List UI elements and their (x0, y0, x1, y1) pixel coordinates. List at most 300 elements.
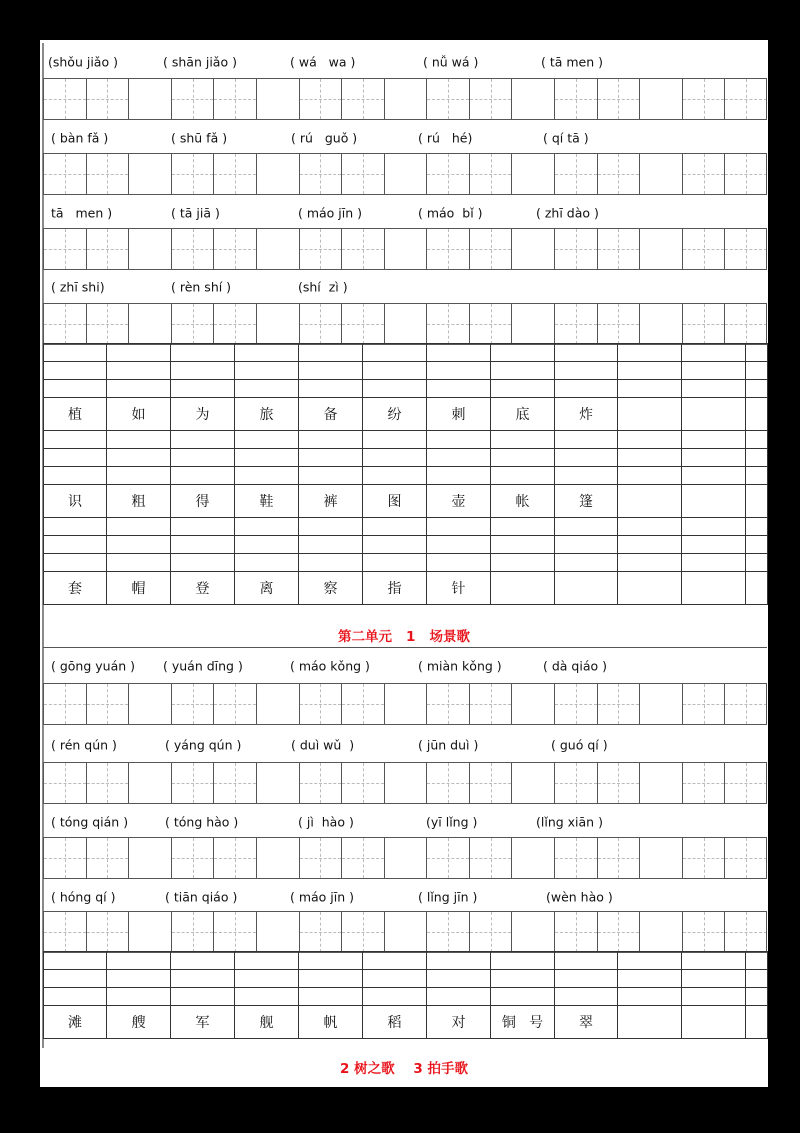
blank-box[interactable] (384, 304, 427, 344)
tianzige-box[interactable] (299, 912, 342, 952)
writing-cell[interactable] (491, 362, 555, 380)
writing-cell[interactable] (682, 362, 746, 380)
tianzige-box[interactable] (554, 154, 597, 194)
blank-box[interactable] (256, 229, 299, 269)
writing-cell[interactable] (171, 344, 235, 362)
writing-cell[interactable] (235, 970, 299, 988)
writing-cell[interactable] (44, 518, 107, 536)
writing-cell[interactable] (746, 536, 768, 554)
writing-cell[interactable] (427, 362, 491, 380)
writing-cell[interactable] (555, 970, 618, 988)
tianzige-box[interactable] (469, 763, 512, 803)
tianzige-box[interactable] (597, 912, 640, 952)
tianzige-box[interactable] (341, 79, 384, 119)
writing-cell[interactable] (746, 970, 768, 988)
blank-box[interactable] (256, 304, 299, 344)
blank-box[interactable] (384, 79, 427, 119)
writing-cell[interactable] (107, 518, 171, 536)
writing-cell[interactable] (299, 970, 363, 988)
blank-box[interactable] (128, 79, 171, 119)
tianzige-box[interactable] (554, 763, 597, 803)
tianzige-box[interactable] (43, 763, 86, 803)
blank-box[interactable] (384, 912, 427, 952)
writing-cell[interactable] (491, 467, 555, 485)
writing-cell[interactable] (171, 380, 235, 398)
writing-cell[interactable] (44, 449, 107, 467)
tianzige-box[interactable] (341, 912, 384, 952)
pinyin-label: ( bàn fǎ ) (51, 130, 109, 146)
tianzige-box[interactable] (682, 79, 725, 119)
writing-cell[interactable] (363, 362, 427, 380)
tianzige-box[interactable] (724, 763, 767, 803)
tianzige-box[interactable] (554, 684, 597, 724)
tianzige-writing-row[interactable] (43, 153, 767, 195)
tianzige-box[interactable] (299, 763, 342, 803)
writing-cell[interactable] (746, 952, 768, 970)
tianzige-box[interactable] (43, 79, 86, 119)
tianzige-box[interactable] (554, 838, 597, 878)
writing-cell[interactable] (618, 344, 682, 362)
writing-cell[interactable] (107, 536, 171, 554)
writing-cell[interactable] (44, 952, 107, 970)
writing-cell[interactable] (555, 380, 618, 398)
tianzige-box[interactable] (213, 838, 256, 878)
writing-cell[interactable] (427, 970, 491, 988)
writing-cell[interactable] (746, 988, 768, 1006)
blank-box[interactable] (256, 912, 299, 952)
writing-cell[interactable] (555, 952, 618, 970)
writing-cell[interactable] (682, 380, 746, 398)
writing-cell[interactable] (555, 554, 618, 572)
writing-cell[interactable] (618, 467, 682, 485)
writing-cell[interactable] (555, 467, 618, 485)
blank-box[interactable] (511, 154, 554, 194)
writing-cell[interactable] (682, 970, 746, 988)
writing-cell[interactable] (299, 449, 363, 467)
blank-box[interactable] (639, 838, 682, 878)
tianzige-box[interactable] (171, 838, 214, 878)
tianzige-box[interactable] (597, 304, 640, 344)
writing-cell[interactable] (746, 554, 768, 572)
writing-cell[interactable] (618, 536, 682, 554)
writing-cell[interactable] (171, 554, 235, 572)
tianzige-box[interactable] (426, 304, 469, 344)
tianzige-box[interactable] (426, 684, 469, 724)
tianzige-box[interactable] (299, 229, 342, 269)
blank-box[interactable] (511, 229, 554, 269)
tianzige-box[interactable] (86, 154, 129, 194)
tianzige-writing-row[interactable] (43, 762, 767, 804)
tianzige-box[interactable] (554, 229, 597, 269)
writing-cell[interactable] (107, 952, 171, 970)
writing-cell[interactable] (235, 431, 299, 449)
writing-cell[interactable] (299, 554, 363, 572)
tianzige-box[interactable] (469, 304, 512, 344)
writing-cell[interactable] (107, 380, 171, 398)
pinyin-label: ( máo jīn ) (290, 889, 355, 905)
blank-box[interactable] (256, 838, 299, 878)
writing-cell[interactable] (363, 988, 427, 1006)
writing-cell[interactable] (44, 380, 107, 398)
writing-cell[interactable] (299, 518, 363, 536)
writing-cell[interactable] (107, 344, 171, 362)
tianzige-box[interactable] (682, 838, 725, 878)
tianzige-box[interactable] (597, 154, 640, 194)
blank-box[interactable] (256, 79, 299, 119)
writing-cell[interactable] (363, 380, 427, 398)
blank-box[interactable] (511, 304, 554, 344)
writing-cell[interactable] (235, 952, 299, 970)
writing-cell[interactable] (171, 970, 235, 988)
writing-cell[interactable] (171, 536, 235, 554)
tianzige-box[interactable] (171, 229, 214, 269)
tianzige-box[interactable] (724, 304, 767, 344)
writing-cell[interactable] (171, 449, 235, 467)
blank-box[interactable] (639, 763, 682, 803)
blank-box[interactable] (639, 684, 682, 724)
tianzige-box[interactable] (469, 79, 512, 119)
writing-cell[interactable] (746, 362, 768, 380)
writing-cell[interactable] (491, 554, 555, 572)
tianzige-box[interactable] (597, 763, 640, 803)
tianzige-box[interactable] (86, 763, 129, 803)
tianzige-box[interactable] (426, 229, 469, 269)
tianzige-box[interactable] (299, 79, 342, 119)
writing-cell[interactable] (363, 554, 427, 572)
blank-box[interactable] (128, 154, 171, 194)
blank-box[interactable] (128, 684, 171, 724)
writing-cell[interactable] (44, 988, 107, 1006)
writing-cell[interactable] (555, 431, 618, 449)
tianzige-writing-row[interactable] (43, 78, 767, 120)
tianzige-box[interactable] (341, 763, 384, 803)
character-cell (746, 485, 768, 518)
blank-box[interactable] (384, 763, 427, 803)
tianzige-box[interactable] (682, 304, 725, 344)
tianzige-box[interactable] (554, 912, 597, 952)
tianzige-writing-row[interactable] (43, 683, 767, 725)
writing-cell[interactable] (44, 362, 107, 380)
tianzige-box[interactable] (86, 229, 129, 269)
writing-cell[interactable] (299, 467, 363, 485)
tianzige-box[interactable] (171, 763, 214, 803)
writing-cell[interactable] (427, 518, 491, 536)
blank-box[interactable] (384, 154, 427, 194)
tianzige-box[interactable] (426, 912, 469, 952)
writing-cell[interactable] (491, 970, 555, 988)
writing-cell[interactable] (235, 467, 299, 485)
writing-cell[interactable] (44, 344, 107, 362)
writing-cell[interactable] (491, 431, 555, 449)
writing-cell[interactable] (618, 952, 682, 970)
writing-cell[interactable] (746, 344, 768, 362)
writing-cell[interactable] (107, 467, 171, 485)
writing-cell[interactable] (427, 988, 491, 1006)
writing-cell[interactable] (682, 988, 746, 1006)
blank-box[interactable] (128, 304, 171, 344)
blank-box[interactable] (256, 684, 299, 724)
tianzige-box[interactable] (724, 79, 767, 119)
writing-cell[interactable] (618, 554, 682, 572)
writing-cell[interactable] (299, 380, 363, 398)
tianzige-box[interactable] (426, 763, 469, 803)
writing-cell[interactable] (235, 518, 299, 536)
writing-cell[interactable] (44, 536, 107, 554)
blank-box[interactable] (256, 763, 299, 803)
tianzige-box[interactable] (171, 912, 214, 952)
writing-cell[interactable] (363, 431, 427, 449)
pinyin-label: ( qí tā ) (543, 130, 589, 146)
tianzige-box[interactable] (426, 79, 469, 119)
blank-box[interactable] (511, 763, 554, 803)
writing-cell[interactable] (235, 344, 299, 362)
blank-box[interactable] (128, 229, 171, 269)
writing-cell[interactable] (235, 554, 299, 572)
writing-cell[interactable] (171, 952, 235, 970)
writing-cell[interactable] (427, 449, 491, 467)
grid-right-edge (766, 684, 767, 724)
writing-cell[interactable] (171, 467, 235, 485)
tianzige-box[interactable] (469, 912, 512, 952)
character-row (44, 572, 768, 605)
writing-cell[interactable] (682, 344, 746, 362)
tianzige-box[interactable] (341, 154, 384, 194)
writing-cell[interactable] (44, 431, 107, 449)
tianzige-box[interactable] (43, 304, 86, 344)
tianzige-box[interactable] (469, 684, 512, 724)
character-cell: 篷 (555, 485, 618, 518)
blank-box[interactable] (128, 912, 171, 952)
tianzige-writing-row[interactable] (43, 837, 767, 879)
tianzige-box[interactable] (299, 154, 342, 194)
blank-box[interactable] (639, 304, 682, 344)
tianzige-box[interactable] (171, 684, 214, 724)
tianzige-box[interactable] (213, 912, 256, 952)
tianzige-box[interactable] (213, 154, 256, 194)
writing-cell[interactable] (363, 952, 427, 970)
blank-box[interactable] (639, 79, 682, 119)
tianzige-box[interactable] (554, 304, 597, 344)
tianzige-box[interactable] (724, 684, 767, 724)
writing-cell[interactable] (555, 344, 618, 362)
tianzige-box[interactable] (43, 684, 86, 724)
tianzige-box[interactable] (43, 154, 86, 194)
writing-cell[interactable] (618, 362, 682, 380)
writing-cell[interactable] (618, 449, 682, 467)
tianzige-box[interactable] (724, 912, 767, 952)
writing-cell[interactable] (299, 362, 363, 380)
writing-cell[interactable] (107, 988, 171, 1006)
tianzige-box[interactable] (426, 154, 469, 194)
tianzige-box[interactable] (213, 684, 256, 724)
writing-cell[interactable] (555, 988, 618, 1006)
tianzige-box[interactable] (171, 79, 214, 119)
blank-box[interactable] (384, 838, 427, 878)
writing-cell[interactable] (682, 449, 746, 467)
writing-cell[interactable] (746, 380, 768, 398)
writing-cell[interactable] (235, 362, 299, 380)
character-cell (682, 485, 746, 518)
writing-cell[interactable] (299, 431, 363, 449)
writing-cell[interactable] (363, 536, 427, 554)
tianzige-box[interactable] (43, 229, 86, 269)
tianzige-box[interactable] (341, 684, 384, 724)
writing-cell[interactable] (363, 449, 427, 467)
tianzige-box[interactable] (86, 304, 129, 344)
writing-cell[interactable] (171, 518, 235, 536)
writing-cell[interactable] (682, 554, 746, 572)
writing-cell[interactable] (235, 536, 299, 554)
writing-line-row (44, 344, 768, 362)
writing-cell[interactable] (363, 518, 427, 536)
writing-cell[interactable] (299, 988, 363, 1006)
tianzige-box[interactable] (43, 838, 86, 878)
tianzige-box[interactable] (299, 304, 342, 344)
tianzige-box[interactable] (171, 154, 214, 194)
writing-cell[interactable] (746, 431, 768, 449)
blank-box[interactable] (511, 79, 554, 119)
writing-cell[interactable] (682, 536, 746, 554)
writing-cell[interactable] (427, 344, 491, 362)
tianzige-box[interactable] (597, 684, 640, 724)
tianzige-box[interactable] (682, 229, 725, 269)
blank-box[interactable] (639, 154, 682, 194)
blank-box[interactable] (384, 229, 427, 269)
writing-cell[interactable] (107, 554, 171, 572)
blank-box[interactable] (128, 763, 171, 803)
tianzige-box[interactable] (469, 229, 512, 269)
footer-heading: 2 树之歌 3 拍手歌 (340, 1061, 468, 1077)
writing-cell[interactable] (235, 380, 299, 398)
writing-cell[interactable] (555, 518, 618, 536)
writing-cell[interactable] (427, 554, 491, 572)
tianzige-box[interactable] (213, 304, 256, 344)
tianzige-box[interactable] (341, 838, 384, 878)
tianzige-box[interactable] (682, 763, 725, 803)
writing-cell[interactable] (363, 970, 427, 988)
writing-cell[interactable] (427, 380, 491, 398)
tianzige-box[interactable] (597, 79, 640, 119)
tianzige-box[interactable] (682, 912, 725, 952)
writing-cell[interactable] (235, 988, 299, 1006)
writing-cell[interactable] (746, 518, 768, 536)
blank-box[interactable] (511, 912, 554, 952)
writing-cell[interactable] (427, 431, 491, 449)
tianzige-box[interactable] (86, 912, 129, 952)
writing-cell[interactable] (107, 449, 171, 467)
writing-cell[interactable] (682, 467, 746, 485)
tianzige-box[interactable] (597, 838, 640, 878)
tianzige-box[interactable] (299, 838, 342, 878)
writing-cell[interactable] (107, 362, 171, 380)
writing-cell[interactable] (618, 518, 682, 536)
tianzige-box[interactable] (86, 684, 129, 724)
writing-cell[interactable] (491, 344, 555, 362)
tianzige-box[interactable] (682, 684, 725, 724)
writing-cell[interactable] (618, 970, 682, 988)
writing-cell[interactable] (427, 467, 491, 485)
writing-cell[interactable] (363, 467, 427, 485)
tianzige-box[interactable] (86, 79, 129, 119)
writing-cell[interactable] (618, 431, 682, 449)
writing-cell[interactable] (618, 380, 682, 398)
blank-box[interactable] (639, 912, 682, 952)
writing-cell[interactable] (618, 988, 682, 1006)
tianzige-box[interactable] (213, 229, 256, 269)
tianzige-box[interactable] (86, 838, 129, 878)
tianzige-box[interactable] (426, 838, 469, 878)
blank-box[interactable] (384, 684, 427, 724)
writing-cell[interactable] (682, 431, 746, 449)
blank-box[interactable] (511, 838, 554, 878)
writing-cell[interactable] (555, 536, 618, 554)
tianzige-box[interactable] (682, 154, 725, 194)
tianzige-writing-row[interactable] (43, 911, 767, 953)
blank-box[interactable] (128, 838, 171, 878)
writing-cell[interactable] (491, 449, 555, 467)
writing-cell[interactable] (427, 536, 491, 554)
writing-cell[interactable] (44, 970, 107, 988)
writing-cell[interactable] (107, 431, 171, 449)
tianzige-box[interactable] (469, 154, 512, 194)
writing-cell[interactable] (491, 518, 555, 536)
writing-cell[interactable] (555, 362, 618, 380)
tianzige-box[interactable] (341, 304, 384, 344)
writing-cell[interactable] (491, 988, 555, 1006)
writing-cell[interactable] (171, 431, 235, 449)
tianzige-writing-row[interactable] (43, 303, 767, 345)
writing-cell[interactable] (491, 952, 555, 970)
tianzige-writing-row[interactable] (43, 228, 767, 270)
writing-cell[interactable] (363, 344, 427, 362)
writing-cell[interactable] (299, 344, 363, 362)
writing-cell[interactable] (299, 536, 363, 554)
tianzige-box[interactable] (469, 838, 512, 878)
tianzige-box[interactable] (724, 838, 767, 878)
writing-cell[interactable] (555, 449, 618, 467)
writing-cell[interactable] (171, 362, 235, 380)
writing-cell[interactable] (427, 952, 491, 970)
writing-cell[interactable] (491, 380, 555, 398)
pinyin-label: ( dà qiáo ) (543, 658, 607, 674)
writing-cell[interactable] (171, 988, 235, 1006)
writing-cell[interactable] (682, 518, 746, 536)
tianzige-box[interactable] (213, 79, 256, 119)
writing-cell[interactable] (682, 952, 746, 970)
tianzige-box[interactable] (724, 154, 767, 194)
pinyin-label: ( nǚ wá ) (423, 54, 479, 70)
tianzige-box[interactable] (724, 229, 767, 269)
tianzige-box[interactable] (597, 229, 640, 269)
blank-box[interactable] (511, 684, 554, 724)
writing-cell[interactable] (107, 970, 171, 988)
writing-cell[interactable] (299, 952, 363, 970)
writing-cell[interactable] (746, 467, 768, 485)
writing-cell[interactable] (746, 449, 768, 467)
blank-box[interactable] (639, 229, 682, 269)
tianzige-box[interactable] (341, 229, 384, 269)
writing-cell[interactable] (44, 554, 107, 572)
tianzige-box[interactable] (554, 79, 597, 119)
blank-box[interactable] (256, 154, 299, 194)
tianzige-box[interactable] (43, 912, 86, 952)
writing-cell[interactable] (235, 449, 299, 467)
tianzige-box[interactable] (299, 684, 342, 724)
tianzige-box[interactable] (171, 304, 214, 344)
tianzige-box[interactable] (213, 763, 256, 803)
writing-cell[interactable] (491, 536, 555, 554)
writing-cell[interactable] (44, 467, 107, 485)
